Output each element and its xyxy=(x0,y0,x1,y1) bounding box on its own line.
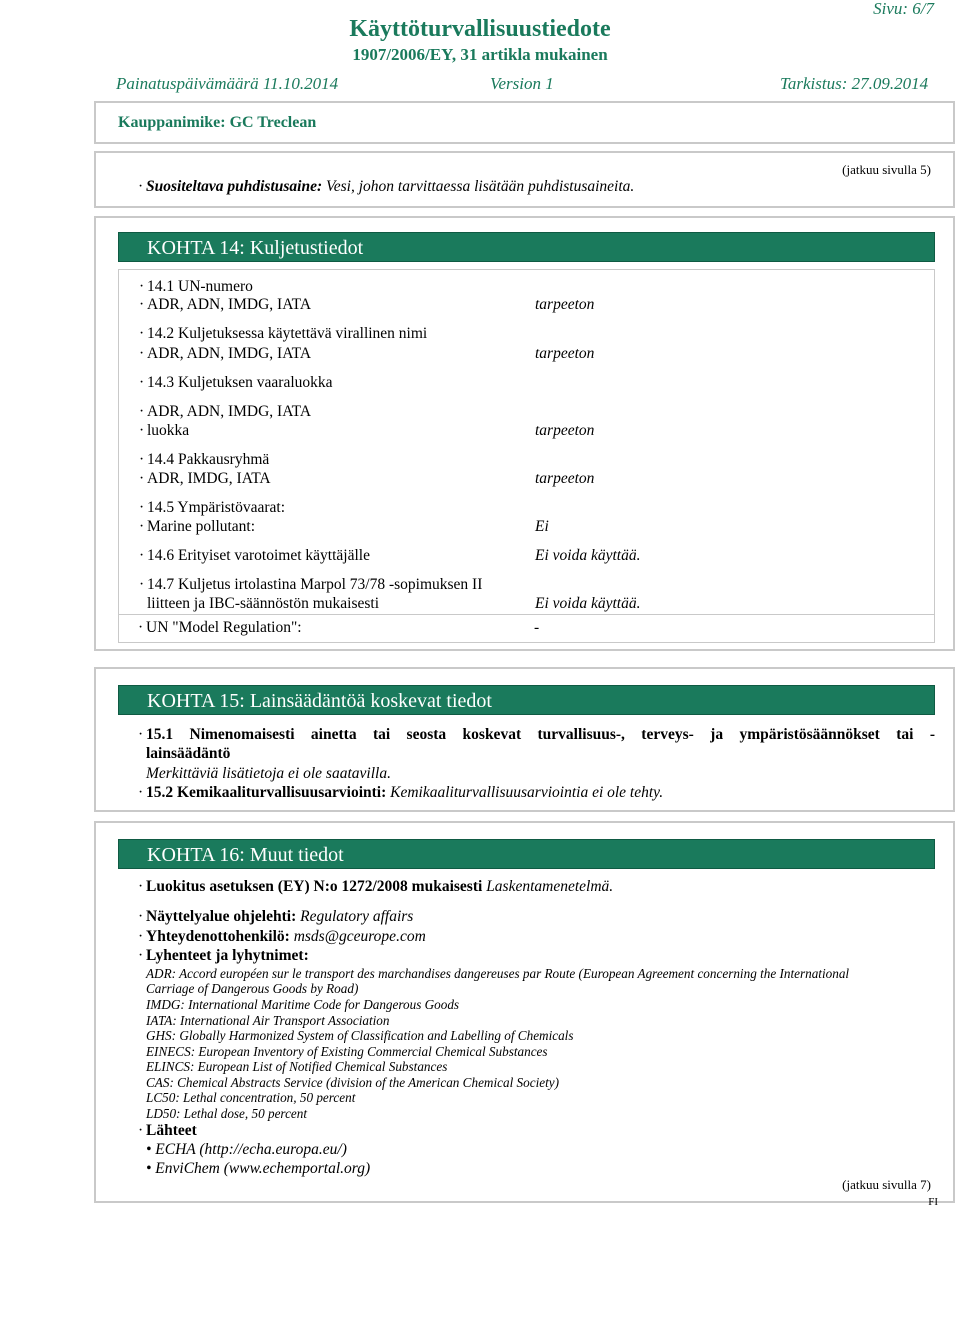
regulation-heading-line1: · 15.1 Nimenomaisesti ainetta tai seosta koskevat turvallisuus-, terveys- ja ympäristösäännökset tai - xyxy=(146,726,935,744)
special-precautions-value: Ei voida käyttää. xyxy=(535,547,641,564)
bulk-transport-line2: liitteen ja IBC-säännöstön mukaisesti xyxy=(147,595,380,612)
abbreviation-item: ADR: Accord européen sur le transport des marchandises dangereuses par Route (European Agreement concerning the International xyxy=(146,966,850,981)
revision-date: Tarkistus: 27.09.2014 xyxy=(780,74,929,93)
marine-pollutant-value: Ei xyxy=(535,518,549,535)
contact-value: msds@gceurope.com xyxy=(293,928,426,945)
hazard-class-heading: · 14.3 Kuljetuksen vaaraluokka xyxy=(147,374,333,392)
un-model-label: · UN "Model Regulation": xyxy=(146,619,302,637)
trade-name: Kauppanimike: GC Treclean xyxy=(118,114,317,131)
source-item: • ECHA (http://echa.europa.eu/) xyxy=(146,1141,347,1158)
issuer-line xyxy=(146,908,413,926)
contact-label: Yhteydenottohenkilö: xyxy=(146,928,290,945)
continued-to: (jatkuu sivulla 7) xyxy=(842,1177,931,1192)
packing-group-modes: · ADR, IMDG, IATA xyxy=(147,470,271,488)
abbreviation-item: LD50: Lethal dose, 50 percent xyxy=(146,1106,308,1121)
classification-value: Laskentamenetelmä. xyxy=(486,878,614,895)
regulation-heading-line2: lainsäädäntö xyxy=(146,745,231,762)
section-16-title: KOHTA 16: Muut tiedot xyxy=(118,839,935,869)
abbreviation-item: LC50: Lethal concentration, 50 percent xyxy=(146,1090,356,1105)
continued-from: (jatkuu sivulla 5) xyxy=(842,162,931,177)
un-model-row xyxy=(118,614,935,643)
contact-line xyxy=(146,928,426,946)
document-subtitle: 1907/2006/EY, 31 artikla mukainen xyxy=(352,45,608,64)
csa-label: 15.2 Kemikaaliturvallisuusarviointi: xyxy=(146,784,387,801)
document-title: Käyttöturvallisuustiedote xyxy=(349,16,611,42)
shipping-name-value: tarpeeton xyxy=(535,345,595,362)
issuer-label: Näyttelyalue ohjelehti: xyxy=(146,908,297,925)
section-15-title: KOHTA 15: Lainsäädäntöä koskevat tiedot xyxy=(118,685,935,715)
section-14-title: KOHTA 14: Kuljetustiedot xyxy=(118,232,935,262)
cleaning-label: Suositeltava puhdistusaine: xyxy=(146,178,323,195)
shipping-name-modes: · ADR, ADN, IMDG, IATA xyxy=(147,345,311,363)
abbreviation-item: GHS: Globally Harmonized System of Classification and Labelling of Chemicals xyxy=(146,1028,574,1043)
special-precautions-label: · 14.6 Erityiset varotoimet käyttäjälle xyxy=(147,547,370,565)
cleaning-line xyxy=(146,178,634,196)
regulation-value: Merkittäviä lisätietoja ei ole saatavilla. xyxy=(146,765,391,782)
abbreviation-item: ELINCS: European List of Notified Chemical Substances xyxy=(146,1059,448,1074)
section-14-content xyxy=(118,269,935,643)
bulk-transport-line1: · 14.7 Kuljetus irtolastina Marpol 73/78 -sopimuksen II xyxy=(147,576,482,594)
section-15-box xyxy=(94,667,955,812)
un-number-heading: · 14.1 UN-numero xyxy=(147,278,253,296)
un-number-value: tarpeeton xyxy=(535,296,595,313)
abbreviations-label: · Lyhenteet ja lyhytnimet: xyxy=(146,947,309,965)
class-value: tarpeeton xyxy=(535,422,595,439)
shipping-name-heading: · 14.2 Kuljetuksessa käytettävä virallinen nimi xyxy=(147,325,427,343)
cleaning-value: Vesi, johon tarvittaessa lisätään puhdistusaineita. xyxy=(326,178,635,195)
abbreviation-item: IMDG: International Maritime Code for Dangerous Goods xyxy=(146,997,460,1012)
un-number-modes: · ADR, ADN, IMDG, IATA xyxy=(147,296,311,314)
marine-pollutant-label: · Marine pollutant: xyxy=(147,518,255,536)
class-label: · luokka xyxy=(147,422,189,440)
csa-value: Kemikaaliturvallisuusarviointia ei ole tehty. xyxy=(390,784,664,801)
section-16-box xyxy=(94,821,955,1203)
bulk-transport-value: Ei voida käyttää. xyxy=(535,595,641,612)
print-date: Painatuspäivämäärä 11.10.2014 xyxy=(116,74,339,93)
packing-group-heading: · 14.4 Pakkausryhmä xyxy=(147,451,269,469)
hazard-class-modes: · ADR, ADN, IMDG, IATA xyxy=(147,403,311,421)
csa-line xyxy=(146,784,663,802)
abbreviation-item: Carriage of Dangerous Goods by Road) xyxy=(146,981,359,996)
source-item: • EnviChem (www.echemportal.org) xyxy=(146,1160,371,1177)
cleaning-box xyxy=(94,151,955,208)
classification-label: Luokitus asetuksen (EY) N:o 1272/2008 mukaisesti xyxy=(146,878,483,895)
abbreviation-item: EINECS: European Inventory of Existing Commercial Chemical Substances xyxy=(146,1044,548,1059)
abbreviation-item: IATA: International Air Transport Association xyxy=(146,1013,390,1028)
version: Version 1 xyxy=(490,74,554,93)
language-code: FI xyxy=(928,1196,938,1208)
sources-label: · Lähteet xyxy=(146,1122,197,1140)
un-model-value: - xyxy=(534,619,540,636)
issuer-value: Regulatory affairs xyxy=(300,908,414,925)
page-number: Sivu: 6/7 xyxy=(873,0,934,18)
trade-name-box xyxy=(94,101,955,144)
abbreviation-item: CAS: Chemical Abstracts Service (division of the American Chemical Society) xyxy=(146,1075,559,1090)
section-14-box xyxy=(94,216,955,651)
classification-line xyxy=(146,878,613,896)
packing-group-value: tarpeeton xyxy=(535,470,595,487)
env-hazards-heading: · 14.5 Ympäristövaarat: xyxy=(147,499,285,517)
